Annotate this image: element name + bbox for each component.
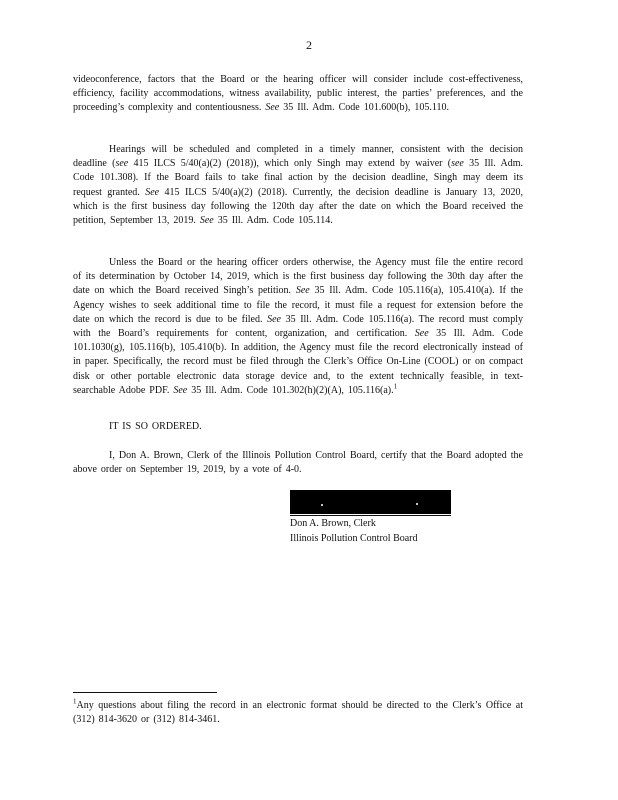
signature-line (290, 515, 451, 516)
paragraph-record-filing (73, 256, 523, 398)
text: 35 Ill. Adm. Code 105.116(a). The record must comply with the Board’s requirements for content, organization, and certification. (73, 313, 523, 340)
text: 35 Ill. Adm. Code 101.600(b), 105.110. (279, 102, 449, 114)
text: 35 Ill. Adm. Code 105.116(a), 105.410(a). If the Agency wishes to seek additional time to file the record, it must file a request for extension before the date on which the record is due to be filed. (73, 285, 523, 325)
signature-block (290, 517, 418, 546)
redaction-speck (416, 503, 418, 505)
footnote-divider (73, 692, 217, 693)
citation-signal: See (414, 328, 429, 340)
text: Unless the Board or the hearing officer orders otherwise, the Agency must file the entire record of its determination by October 14, 2019, which is the first business day following the 30th day after the date on which the Board received Singh’s petition. (73, 257, 523, 297)
paragraph-remote-hearing (73, 73, 523, 116)
redacted-signature (290, 490, 451, 514)
citation-signal: See (295, 285, 310, 297)
citation-signal: See (173, 384, 188, 396)
paragraph-decision-deadline (73, 143, 523, 228)
certification-paragraph (73, 449, 523, 477)
citation-signal: See (265, 102, 280, 114)
page-number: 2 (306, 38, 312, 52)
citation-signal: see (451, 158, 464, 170)
footnote (73, 699, 523, 727)
order-text: IT IS SO ORDERED. (109, 421, 202, 432)
citation-signal: See (267, 313, 281, 325)
citation-signal: See (199, 215, 214, 227)
citation-signal: see (115, 158, 129, 170)
text: 415 ILCS 5/40(a)(2) (2018). Currently, the decision deadline is January 13, 2020, which is the first business day following the 120th day after the date on which the Board received the petition, September 13, 2019. (73, 186, 523, 227)
redaction-speck (321, 504, 323, 506)
footnote-marker: 1 (73, 697, 77, 706)
text: 35 Ill. Adm. Code 101.302(h)(2)(A), 105.116(a). (187, 384, 394, 396)
footnote-reference: 1 (393, 382, 398, 391)
text: 35 Ill. Adm. Code 101.1030(g), 105.116(b), 105.410(b). In addition, the Agency must file the record electronically instead of in paper. Specifically, the record must be filed through the Clerk’s Office On-Line (COOL) or on compact disk or other portable electronic data storage device and, to the extent technically feasible, in text-searchable Adobe PDF. (73, 328, 523, 396)
text: 35 Ill. Adm. Code 105.114. (213, 215, 333, 227)
certification-text: I, Don A. Brown, Clerk of the Illinois Pollution Control Board, certify that the Board adopted the above order on September 19, 2019, by a vote of 4-0. (73, 450, 523, 476)
footnote-text: Any questions about filing the record in an electronic format should be directed to the Clerk’s Office at (312) 814-3620 or (312) 814-3461. (73, 700, 523, 726)
citation-signal: See (145, 186, 160, 198)
signer-organization: Illinois Pollution Control Board (290, 532, 418, 544)
text: 415 ILCS 5/40(a)(2) (2018)), which only Singh may extend by waiver ( (128, 158, 452, 170)
signer-name: Don A. Brown, Clerk (290, 518, 376, 529)
text: videoconference, factors that the Board or the hearing officer will consider include cost-effectiveness, efficiency, facility accommodations, witness availability, public interest, the parties’ preferences, and the proceeding’s complexity and contentiousness. (73, 74, 523, 114)
order-statement (73, 420, 523, 434)
text: Hearings will be scheduled and completed in a timely manner, consistent with the decision deadline ( (73, 144, 523, 170)
text: 35 Ill. Adm. Code 101.308). If the Board fails to take final action by the decision deadline, Singh may deem its request granted. (73, 158, 523, 198)
